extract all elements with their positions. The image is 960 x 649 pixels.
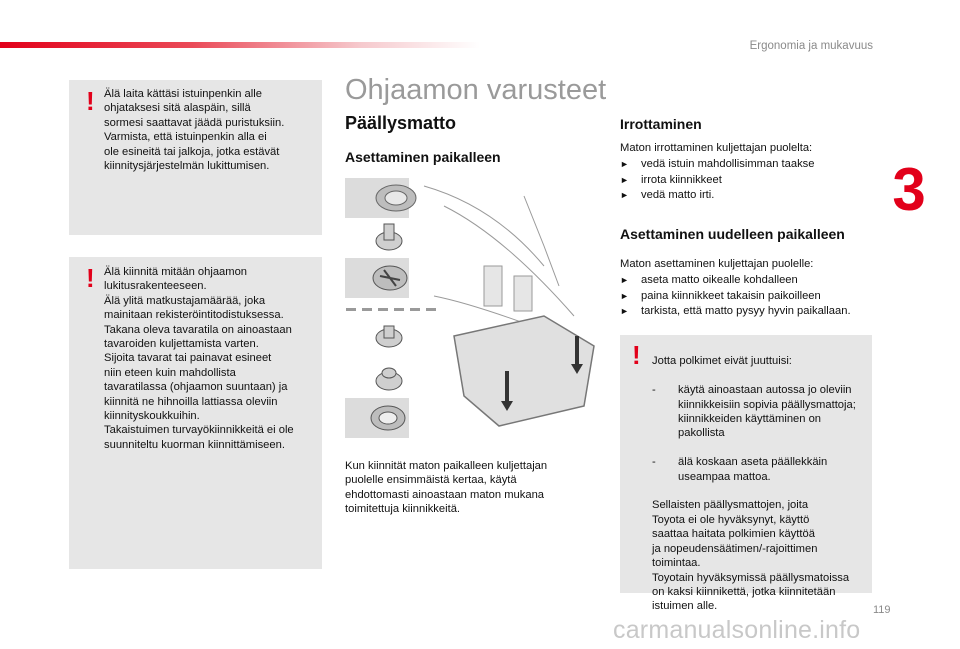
list-item: ► vedä matto irti. [620, 188, 870, 204]
note-content [652, 340, 870, 628]
list-item: ► irrota kiinnikkeet [620, 173, 870, 189]
dash-bullet: - [652, 456, 656, 469]
clip-detail-2 [345, 258, 409, 298]
list-item: ► aseta matto oikealle kohdalleen [620, 273, 880, 289]
bullet-icon: ► [620, 306, 629, 317]
note-intro: Jotta polkimet eivät juuttuisi: [652, 355, 792, 368]
watermark: carmanualsonline.info [613, 616, 861, 644]
refit-heading: Asettaminen uudelleen paikalleen [620, 226, 845, 242]
chapter-title: Ergonomia ja mukavuus [749, 40, 873, 52]
list-item: ► vedä istuin mahdollisimman taakse [620, 157, 870, 173]
bullet-icon: ► [620, 159, 629, 169]
bullet-icon: ► [620, 190, 629, 201]
removal-heading: Irrottaminen [620, 116, 702, 132]
warning-icon: ! [632, 340, 641, 370]
warning-icon: ! [86, 86, 95, 116]
install-caption: Kun kiinnität maton paikalleen kuljettajan puolelle ensimmäistä kertaa, käytä ehdottomasti ainoastaan maton mukana toimitettuja kiinnikkeitä. [345, 460, 548, 516]
removal-intro: Maton irrottaminen kuljettajan puolelta: [620, 142, 813, 154]
warning-icon: ! [86, 263, 95, 293]
refit-intro: Maton asettaminen kuljettajan puolelle: [620, 258, 814, 270]
list-item: - älä koskaan aseta päällekkäin useampaa mattoa. [652, 456, 828, 483]
list-item: ► paina kiinnikkeet takaisin paikoilleen [620, 289, 880, 305]
list-item: - käytä ainoastaan autossa jo oleviin kiinnikkeisiin sopivia päällysmattoja; kiinnikkeiden käyttäminen on pakollista [652, 384, 856, 440]
page-title: Ohjaamon varusteet [345, 74, 607, 106]
page-number: 119 [873, 604, 891, 616]
list-item: ► tarkista, että matto pysyy hyvin paikallaan. [620, 304, 880, 320]
chapter-number: 3 [892, 156, 926, 223]
floor-mat-illustration [344, 176, 604, 442]
warning-text-2: Älä kiinnitä mitään ohjaamon lukitusrakenteeseen. Älä ylitä matkustajamäärää, joka mainitaan rekisteröintitodistuksessa. Takana oleva tavaratila on ainoastaan tavaroiden kuljettamista varten. Sijoita tavarat tai painavat esineet niin eteen kuin mahdollista tavaratilassa (ohjaamon suuntaan) ja kiinnitä ne hihnoilla lattiassa oleviin kiinnityskoukkuihin. Takaistuimen turvayökiinnikkeitä ei ole suunniteltu kuorman kiinnittämiseen. [104, 266, 294, 451]
warning-text-1: Älä laita kättäsi istuinpenkin alle ohjataksesi sitä alaspäin, sillä sormesi saattavat jäädä puristuksiin. Varmista, että istuinpenkin alla ei ole esineitä tai jalkoja, jotka estävät kiinnitysjärjestelmän lukittumisen. [104, 88, 285, 173]
dash-bullet: - [652, 384, 656, 397]
note-outro: Sellaisten päällysmattojen, joita Toyota ei ole hyväksynyt, käyttö saattaa haitata polkimien käyttöä ja nopeudensäätimen/-rajoittimen toimintaa. Toyotain hyväksymissä päällysmatoissa on kaksi kiinnikettä, jotka kiinnitetään istuimen alle. [652, 499, 850, 613]
refit-steps [620, 273, 880, 320]
clip-detail-3 [345, 398, 409, 438]
clip-detail-1 [345, 178, 416, 218]
bullet-icon: ► [620, 275, 629, 285]
bullet-icon: ► [620, 290, 629, 301]
section-title: Päällysmatto [345, 113, 457, 133]
bullet-icon: ► [620, 174, 629, 185]
install-heading: Asettaminen paikalleen [345, 149, 501, 165]
removal-steps [620, 157, 870, 204]
header-accent-bar [0, 42, 480, 48]
